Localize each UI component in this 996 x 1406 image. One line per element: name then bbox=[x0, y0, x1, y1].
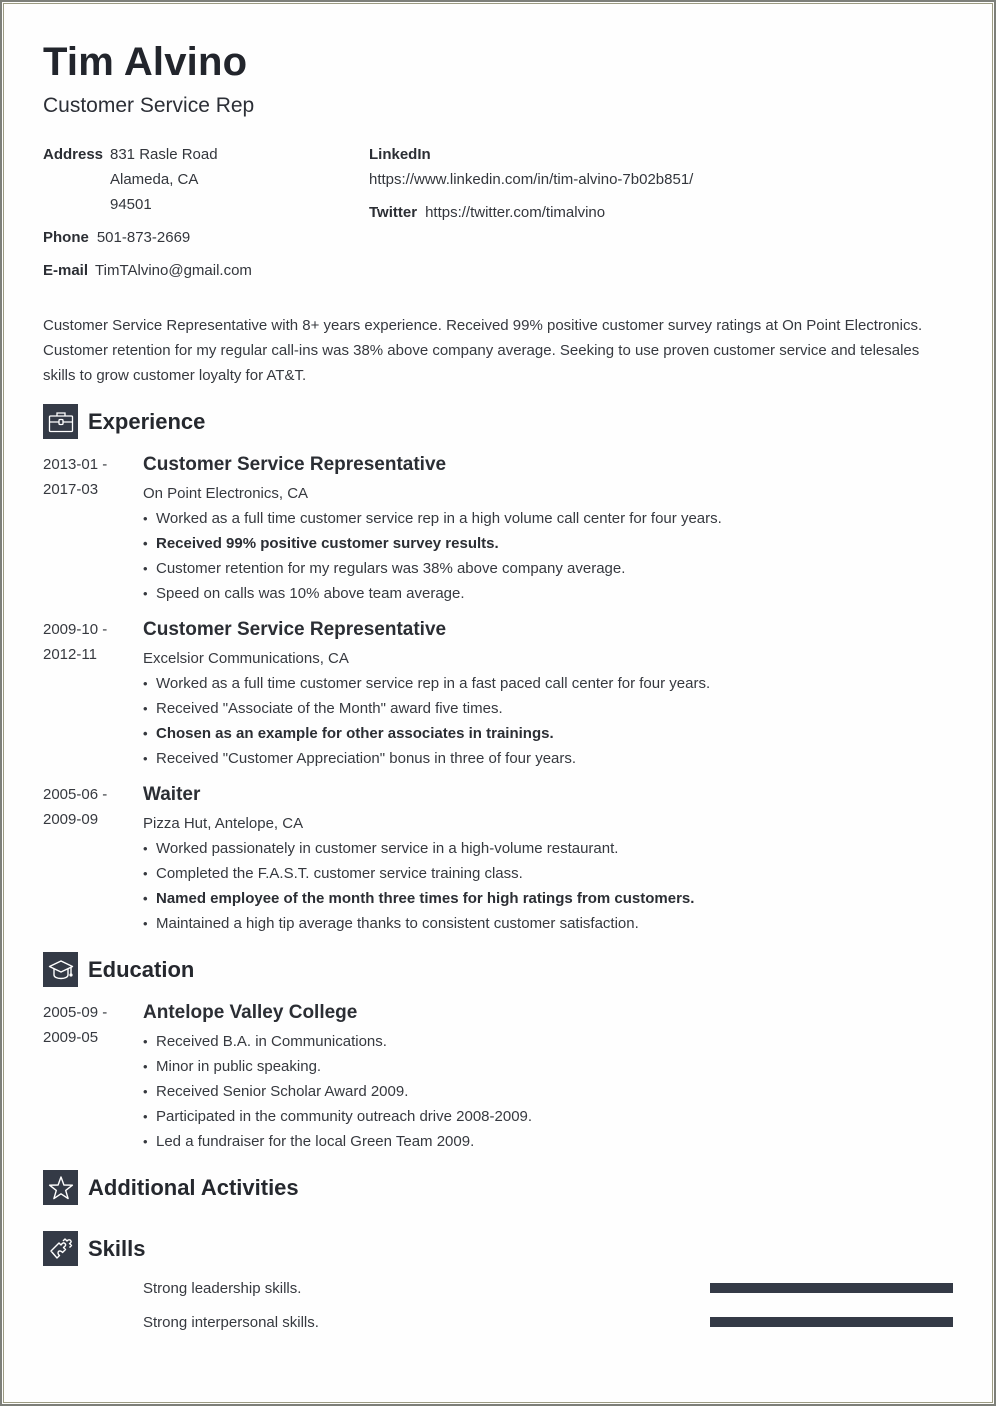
date-start: 2009-10 - bbox=[43, 621, 108, 638]
graduation-cap-icon bbox=[43, 952, 78, 987]
job-title: Customer Service Representative bbox=[143, 454, 447, 475]
skill-label: Strong leadership skills. bbox=[143, 1280, 302, 1297]
email-value[interactable]: TimTAlvino@gmail.com bbox=[95, 262, 252, 279]
date-start: 2005-06 - bbox=[43, 786, 108, 803]
bullet-item: • Completed the F.A.S.T. customer service training class. bbox=[143, 861, 953, 886]
bullet-item: • Worked as a full time customer service rep in a high volume call center for four years. bbox=[143, 506, 953, 531]
contact-twitter bbox=[369, 200, 605, 225]
skill-level-bar bbox=[710, 1283, 953, 1293]
date-end: 2017-03 bbox=[43, 481, 99, 498]
bullet-item: • Worked as a full time customer service rep in a fast paced call center for four years. bbox=[143, 671, 953, 696]
section-heading-education bbox=[43, 952, 194, 987]
profile-summary: Customer Service Representative with 8+ years experience. Received 99% positive customer survey ratings at On Point Electronics. Customer retention for my regular call-ins was 38% above company average. Seeking to use proven customer service and telesales skills to grow customer loyalty for AT&T. bbox=[43, 317, 923, 384]
phone-label: Phone bbox=[43, 229, 89, 246]
linkedin-label: LinkedIn bbox=[369, 146, 431, 163]
candidate-name: Tim Alvino bbox=[43, 40, 248, 84]
bullet-item: • Maintained a high tip average thanks to consistent customer satisfaction. bbox=[143, 911, 953, 936]
address-line: 831 Rasle Road bbox=[110, 146, 218, 163]
bullet-item: • Received "Associate of the Month" award five times. bbox=[143, 696, 953, 721]
date-end: 2009-09 bbox=[43, 811, 99, 828]
school-name: Antelope Valley College bbox=[143, 1002, 358, 1023]
date-start: 2013-01 - bbox=[43, 456, 108, 473]
address-line: Alameda, CA bbox=[110, 171, 199, 188]
date-end: 2009-05 bbox=[43, 1029, 99, 1046]
briefcase-icon bbox=[43, 404, 78, 439]
bullet-list bbox=[143, 506, 953, 606]
bullet-item: • Named employee of the month three times for high ratings from customers. bbox=[143, 886, 953, 911]
address-label: Address bbox=[43, 146, 104, 163]
skill-row bbox=[143, 1310, 953, 1335]
date-start: 2005-09 - bbox=[43, 1004, 108, 1021]
section-title: Experience bbox=[88, 408, 206, 434]
bullet-item: • Speed on calls was 10% above team average. bbox=[143, 581, 953, 606]
bullet-item: • Led a fundraiser for the local Green Team 2009. bbox=[143, 1129, 953, 1154]
twitter-link[interactable]: https://twitter.com/timalvino bbox=[425, 204, 606, 221]
bullet-item: • Received Senior Scholar Award 2009. bbox=[143, 1079, 953, 1104]
entry-dates bbox=[43, 452, 107, 502]
company: On Point Electronics, CA bbox=[143, 485, 309, 502]
date-end: 2012-11 bbox=[43, 646, 97, 663]
phone-value: 501-873-2669 bbox=[96, 229, 191, 246]
star-icon bbox=[43, 1170, 78, 1205]
section-heading-skills bbox=[43, 1231, 145, 1266]
section-heading-experience bbox=[43, 404, 205, 439]
skill-label: Strong interpersonal skills. bbox=[143, 1314, 319, 1331]
twitter-label: Twitter bbox=[369, 204, 418, 221]
contact-email bbox=[43, 258, 252, 283]
address-line: 94501 bbox=[110, 196, 152, 213]
company: Pizza Hut, Antelope, CA bbox=[143, 815, 304, 832]
bullet-item: • Chosen as an example for other associates in trainings. bbox=[143, 721, 953, 746]
skill-level-bar bbox=[710, 1317, 953, 1327]
job-title: Waiter bbox=[143, 784, 201, 805]
entry-body bbox=[143, 1000, 953, 1154]
contact-linkedin bbox=[369, 142, 693, 192]
entry-body bbox=[143, 617, 953, 771]
entry-dates bbox=[43, 1000, 107, 1050]
entry-dates bbox=[43, 617, 107, 667]
bullet-item: • Participated in the community outreach drive 2008-2009. bbox=[143, 1104, 953, 1129]
section-title: Education bbox=[88, 956, 195, 982]
skill-row bbox=[143, 1276, 953, 1301]
bullet-item: • Received B.A. in Communications. bbox=[143, 1029, 953, 1054]
section-heading-activities bbox=[43, 1170, 299, 1205]
bullet-item: • Received 99% positive customer survey results. bbox=[143, 531, 953, 556]
section-title: Skills bbox=[88, 1235, 146, 1261]
contact-phone bbox=[43, 225, 190, 250]
contact-address bbox=[43, 142, 218, 213]
bullet-item: • Received "Customer Appreciation" bonus in three of four years. bbox=[143, 746, 953, 771]
bullet-list bbox=[143, 836, 953, 936]
section-title: Additional Activities bbox=[88, 1174, 299, 1200]
bullet-item: • Customer retention for my regulars was 38% above company average. bbox=[143, 556, 953, 581]
address-lines bbox=[110, 142, 218, 217]
email-label: E-mail bbox=[43, 262, 89, 279]
bullet-list bbox=[143, 671, 953, 771]
bullet-list bbox=[143, 1029, 953, 1154]
puzzle-icon bbox=[43, 1231, 78, 1266]
company: Excelsior Communications, CA bbox=[143, 650, 349, 667]
entry-dates bbox=[43, 782, 107, 832]
bullet-item: • Minor in public speaking. bbox=[143, 1054, 953, 1079]
candidate-role: Customer Service Rep bbox=[43, 94, 255, 117]
entry-body bbox=[143, 452, 953, 606]
bullet-item: • Worked passionately in customer service in a high-volume restaurant. bbox=[143, 836, 953, 861]
linkedin-link[interactable]: https://www.linkedin.com/in/tim-alvino-7b02b851/ bbox=[369, 171, 694, 188]
job-title: Customer Service Representative bbox=[143, 619, 447, 640]
entry-body bbox=[143, 782, 953, 936]
